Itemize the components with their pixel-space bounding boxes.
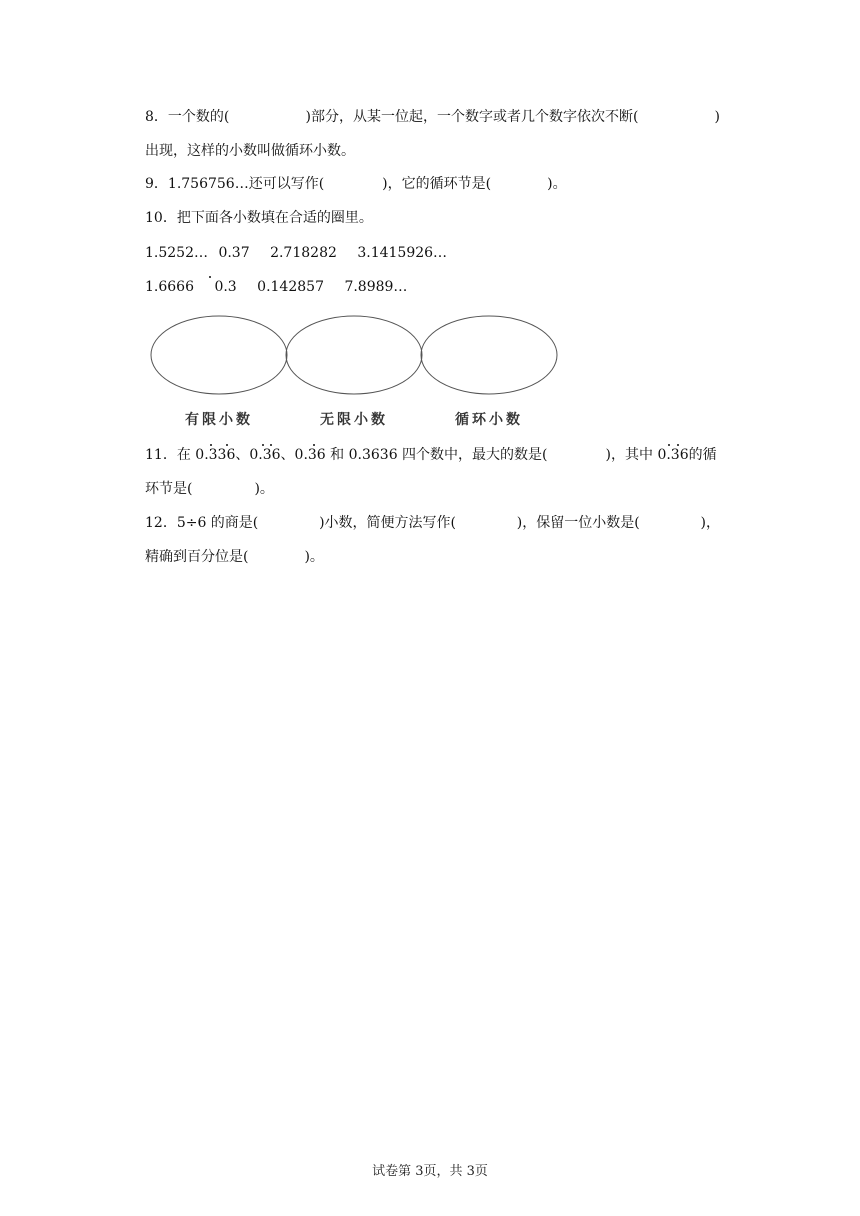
- q12-text-a: 12．5÷6 的商是(: [145, 515, 259, 531]
- q8-text-c: ): [714, 109, 720, 125]
- q11-line1: [145, 446, 720, 464]
- q8-line1: [145, 108, 720, 126]
- q11-line2: [145, 480, 720, 498]
- repeat-dot: [668, 444, 670, 446]
- q11-num-ref: 0.36: [657, 447, 689, 463]
- q11-and: 和 0.3636 四个数中，最大的数是(: [330, 447, 548, 463]
- venn-label-finite: 有限小数: [185, 412, 253, 428]
- q10-num: 7.8989…: [344, 279, 408, 295]
- q10-num: 3.1415926…: [357, 245, 448, 261]
- repeat-dot: [313, 444, 315, 446]
- q11-prefix: 11．在: [145, 447, 191, 463]
- q11-num2: 0.36: [249, 447, 281, 463]
- q11-num1: 0.336: [195, 447, 236, 463]
- q12-text-d: )，: [700, 515, 720, 531]
- q10-num: 0.3: [214, 279, 237, 295]
- q9-prefix: 9．1.756756…还可以写作(: [145, 176, 325, 192]
- q12-line2-b: )。: [304, 549, 324, 565]
- q8-line2: 出现，这样的小数叫做循环小数。: [145, 143, 355, 159]
- q12-line1: [145, 514, 720, 532]
- q10-num: 0.142857: [257, 279, 324, 295]
- q11-tail: 的循: [688, 447, 717, 463]
- q10-num: 2.718282: [270, 245, 337, 261]
- q9-suffix: )。: [547, 176, 567, 192]
- venn-label-repeating: 循环小数: [455, 412, 523, 428]
- finite-oval: [151, 316, 287, 394]
- page-footer: 试卷第 3页，共 3页: [372, 1164, 488, 1179]
- q9-mid: )，它的循环节是(: [382, 176, 492, 192]
- venn-label-infinite: 无限小数: [320, 412, 388, 428]
- q11-mid: )，其中: [605, 447, 653, 463]
- repeating-oval: [421, 316, 557, 394]
- repeat-dot: [677, 444, 679, 446]
- q11-sep: 、: [235, 447, 250, 463]
- q11-line2-a: 环节是(: [145, 481, 193, 497]
- q10-num: 0.37: [218, 245, 250, 261]
- repeat-dot: [226, 444, 228, 446]
- q10-prompt: 10．把下面各小数填在合适的圈里。: [145, 210, 373, 226]
- q9-line: [145, 175, 720, 193]
- q8-text-a: 8．一个数的(: [145, 109, 230, 125]
- repeat-dot: [262, 444, 264, 446]
- q12-line2: [145, 548, 720, 566]
- q8-text-b: )部分，从某一位起，一个数字或者几个数字依次不断(: [305, 109, 639, 125]
- infinite-oval: [286, 316, 422, 394]
- q11-num3: 0.36: [294, 447, 326, 463]
- repeat-dot: [210, 444, 212, 446]
- q12-text-b: )小数，简便方法写作(: [319, 515, 456, 531]
- q10-row2: [145, 278, 720, 296]
- q10-num: 1.5252…: [145, 245, 208, 261]
- q11-line2-b: )。: [254, 481, 274, 497]
- repeat-dot: [209, 276, 211, 278]
- venn-diagram: [145, 308, 565, 438]
- q12-text-c: )，保留一位小数是(: [516, 515, 640, 531]
- q10-num-repeating: [214, 278, 236, 296]
- q10-num: 1.6666: [145, 279, 194, 295]
- q10-row1: [145, 244, 720, 262]
- repeat-dot: [270, 444, 272, 446]
- q12-line2-a: 精确到百分位是(: [145, 549, 249, 565]
- q11-sep: 、: [280, 447, 295, 463]
